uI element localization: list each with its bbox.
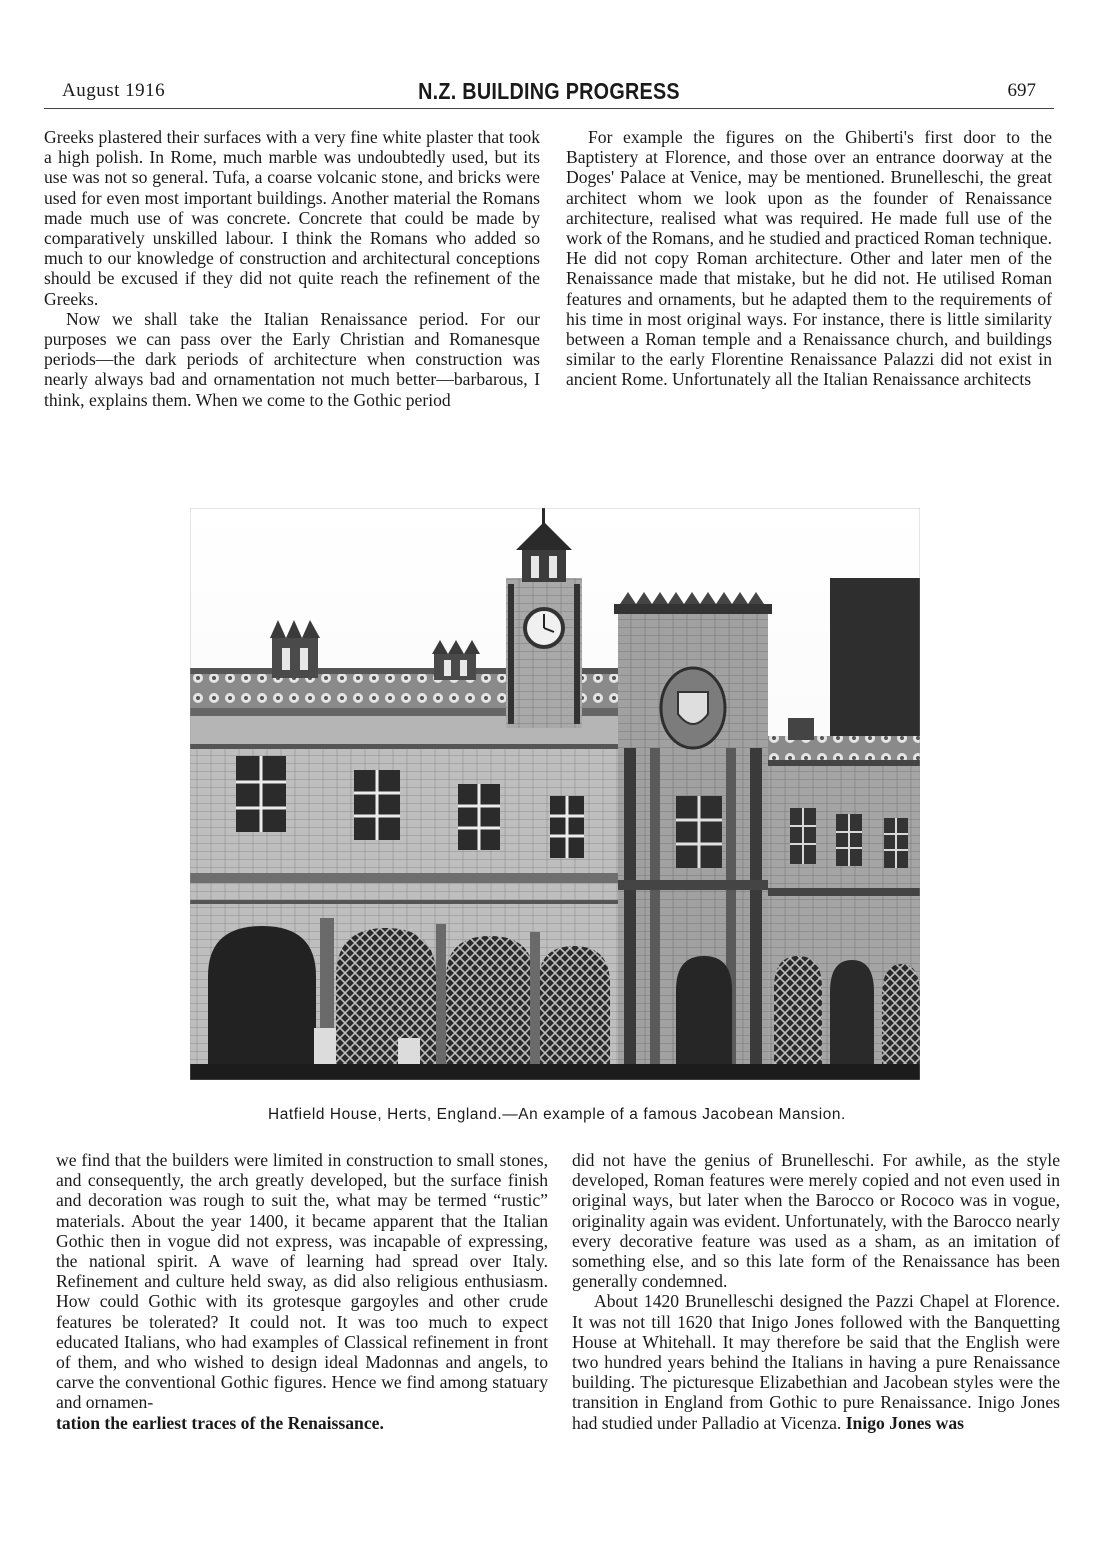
paragraph: Greeks plastered their surfaces with a very fine white plaster that took a high polish. In Rome, much marble was undoubtedly used, but its use was not so general. Tufa, a coarse volcanic stone, and bricks were used for even most important buildings. Another material the Romans made much use of was concrete. Concrete that could be made by comparatively unskilled labour. I think the Romans who added so much to our knowledge of construction and architectural conceptions should be excused if they did not quite reach the refinement of the Greeks. — [44, 127, 540, 309]
page-number: 697 — [1007, 80, 1036, 101]
header-rule — [44, 108, 1054, 109]
photo-caption: Hatfield House, Herts, England.—An example of a famous Jacobean Mansion. — [268, 1106, 846, 1123]
column-top-right — [566, 127, 1052, 390]
paragraph — [572, 1291, 1060, 1432]
issue-date: August 1916 — [62, 80, 166, 101]
hatfield-house-photo — [190, 508, 920, 1080]
paragraph: For example the figures on the Ghiberti's first door to the Baptistery at Florence, and those over an entrance doorway at the Doges' Palace at Venice, may be mentioned. Brunelleschi, the great architect whom we look upon as the founder of Renaissance architecture, realised what was required. He made full use of the work of the Romans, and he studied and practiced Roman technique. He did not copy Roman architecture. Other and later men of the Renaissance made that mistake, but he did not. He utilised Roman features and ornaments, but he adapted them to the requirements of his time in most original ways. For instance, there is little similarity between a Roman temple and a Renaissance church, and buildings similar to the early Florentine Renaissance Palazzi did not exist in ancient Rome. Unfortunately all the Italian Renaissance architects — [566, 127, 1052, 390]
publication-title: N.Z. BUILDING PROGRESS — [418, 78, 680, 104]
paragraph-bold-tail: tation the earliest traces of the Renaissance. — [56, 1412, 384, 1433]
column-bottom-right — [572, 1150, 1060, 1433]
paragraph: we find that the builders were limited in construction to small stones, and consequently, the arch greatly developed, but the surface finish and decoration was rough to suit the, what may be termed “rustic” materials. About the year 1400, it became apparent that the Italian Gothic then in vogue did not express, was incapable of expressing, the national spirit. A wave of learning had spread over Italy. Refinement and culture held sway, as did also religious enthusiasm. How could Gothic with its grotesque gargoyles and other crude features be tolerated? It could not. It was too much to expect educated Italians, who had examples of Classical refinement in front of them, and who wished to design ideal Madonnas and angels, to carve the conventional Gothic figures. Hence we find among statuary and ornamen- — [56, 1150, 548, 1413]
paragraph: did not have the genius of Brunelleschi. For awhile, as the style developed, Roman features were merely copied and not even used in original ways, but later when the Barocco or Rococo was in vogue, originality again was evident. Unfortunately, with the Barocco nearly every decorative feature was used as a sham, as an imitation of something else, and so this late form of the Renaissance has been generally condemned. — [572, 1150, 1060, 1292]
paragraph-bold-tail: Inigo Jones was — [845, 1412, 964, 1433]
page-header — [44, 80, 1054, 108]
paragraph-text: About 1420 Brunelleschi designed the Pazzi Chapel at Florence. It was not till 1620 that Inigo Jones followed with the Banquetting House at Whitehall. It may therefore be said that the English were two hundred years behind the Italians in having a pure Renaissance building. The picturesque Elizabethian and Jacobean styles were the transition in England from Gothic to pure Renaissance. Inigo Jones had studied under Palladio at Vicenza. — [572, 1291, 1060, 1433]
column-bottom-left — [56, 1150, 548, 1433]
column-top-left — [44, 127, 540, 410]
paragraph: Now we shall take the Italian Renaissance period. For our purposes we can pass over the Early Christian and Romanesque periods—the dark periods of architecture when construction was nearly always bad and ornamentation not much better—barbarous, I think, explains them. When we come to the Gothic period — [44, 308, 540, 410]
